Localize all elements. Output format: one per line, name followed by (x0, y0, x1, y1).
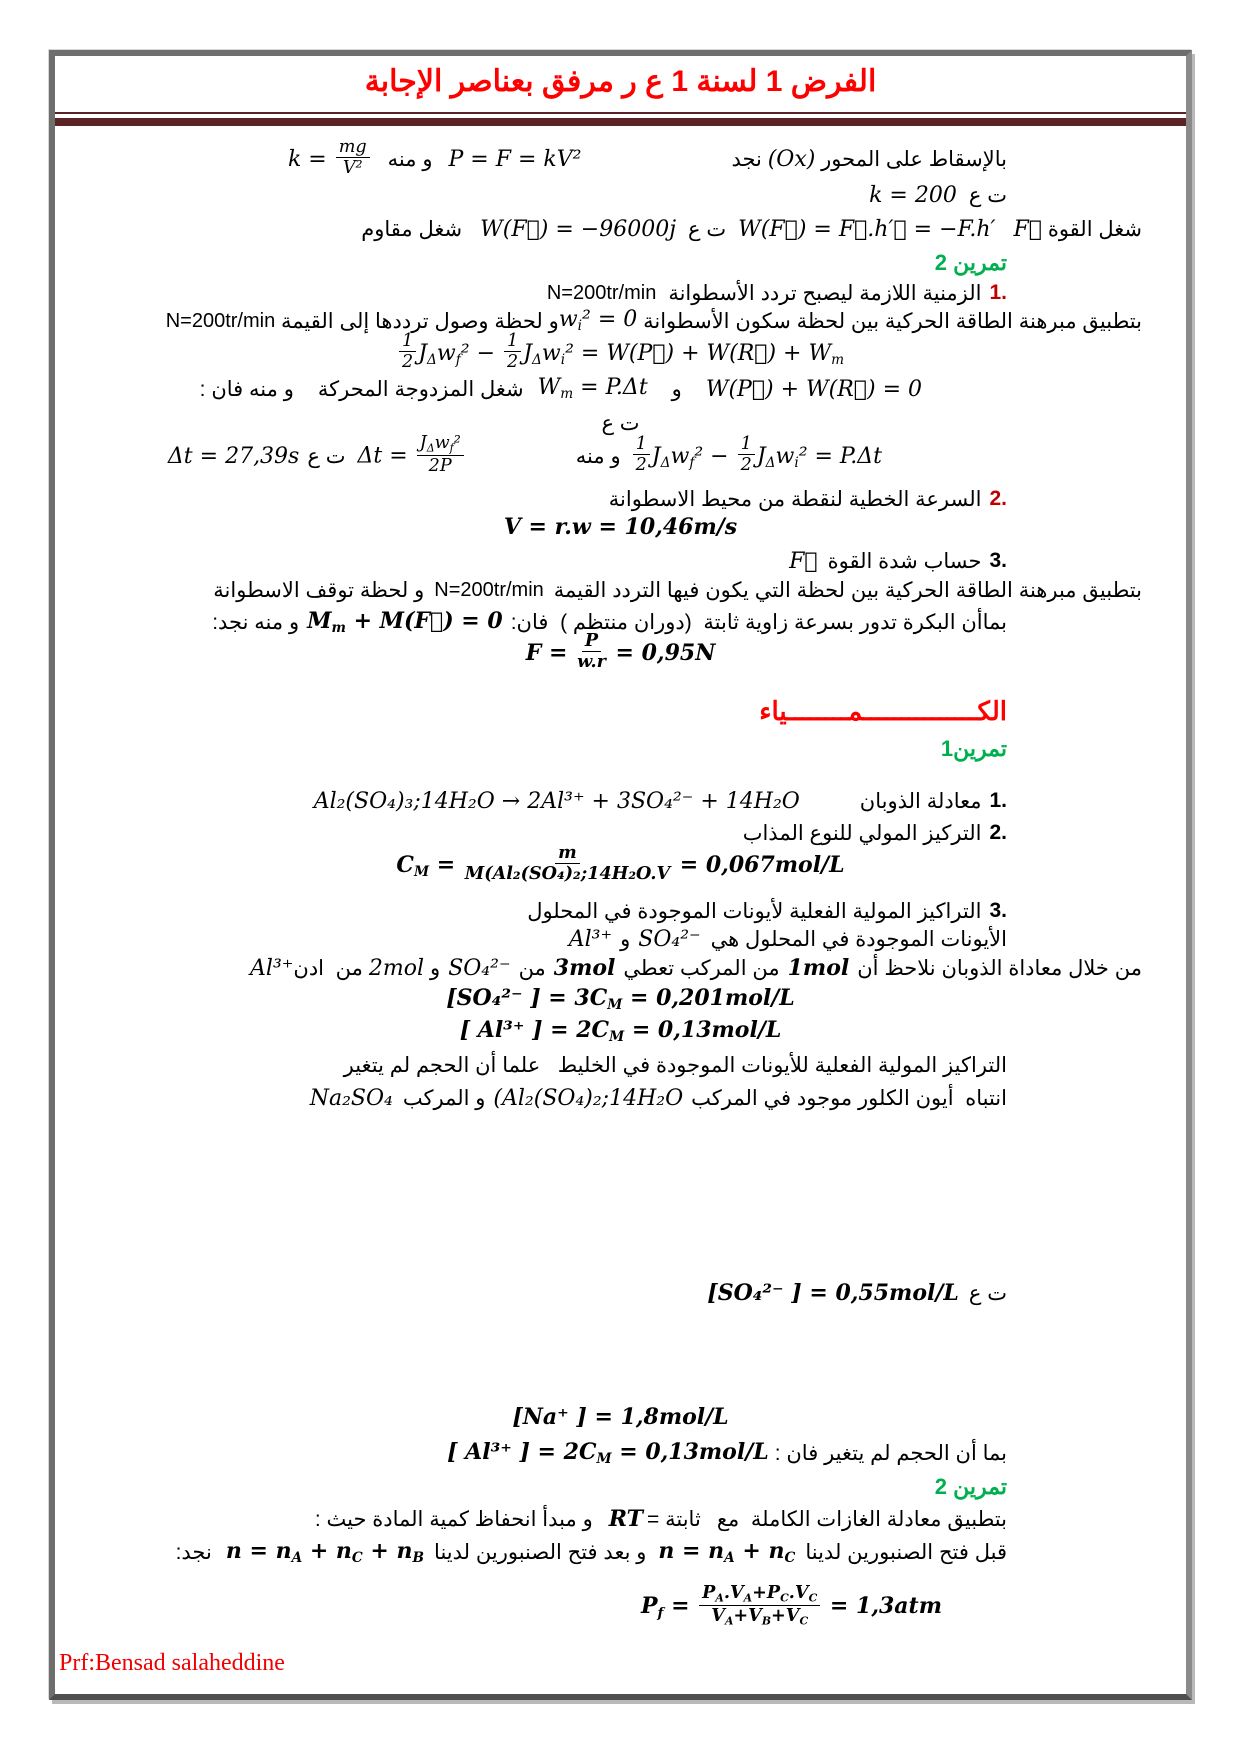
exercise2-chem-label (59, 1472, 1182, 1502)
arabic-text: من المركب تعطي (623, 956, 780, 980)
math-expression: Na₂SO₄ (309, 1085, 393, 1111)
author-footer: Prf:Bensad salaheddine (59, 1650, 285, 1676)
arabic-text: الكـــــــــــــــمــــــــياء (759, 696, 1007, 726)
document-body (55, 56, 1186, 1694)
item2-physics (59, 484, 1182, 514)
line-numeric-app (59, 408, 1182, 438)
math-expression: $n = n_A + n_C + n_B$ (225, 1537, 425, 1567)
math-expression: P = F = kV² (448, 147, 582, 173)
item1-chem (59, 786, 1182, 816)
arabic-text: السرعة الخطية لنقطة من محيط الاسطوانة (608, 487, 982, 511)
math-expression: k = 200 (869, 182, 957, 208)
page-border-frame (49, 50, 1192, 1700)
eq-al-concentration (59, 1016, 1182, 1046)
arabic-text: التركيز المولي للنوع المذاب (742, 821, 982, 845)
arabic-text: نجد: (175, 1540, 212, 1564)
arabic-text: شغل القوة (1041, 217, 1142, 241)
math-expression: RT (608, 1506, 644, 1532)
math-expression: $W_m = P.\Delta t$ (537, 375, 648, 403)
math-expression: $w_i^2 = 0$ (558, 307, 638, 335)
list-number: 3. (989, 899, 1007, 922)
arabic-text: و مبدأ انحفاظ كمية المادة حيث : (314, 1507, 593, 1531)
arabic-text: ت ع (968, 1281, 1007, 1305)
arabic-text: و لحظة وصول ترددها إلى القيمة (275, 309, 559, 333)
eq-force-value (59, 630, 1182, 674)
arabic-text: الأيونات الموجودة في المحلول هي (710, 927, 1007, 951)
exercise1-chem-label (59, 734, 1182, 764)
math-expression: [SO₄²⁻ ] = $3C_M = 0,201mol/L$ (446, 984, 795, 1014)
line-projection (59, 137, 1182, 180)
line-delta-t (59, 433, 1182, 477)
list-number: 1. (989, 281, 1007, 304)
list-number: 1. (989, 789, 1007, 812)
math-expression: $\frac{1}{2}$ $J_\Delta w_f^2$ − $\frac{1}{2}$ $J_\Delta w_i^2$ = W(P⃗) + W(R⃗) + $W_m$ (397, 334, 844, 374)
math-expression: Al³⁺ (568, 926, 613, 952)
math-expression: Al³⁺ (250, 955, 294, 981)
math-expression: W(F⃗) = F⃗.h′⃗ = −F.h′ (738, 216, 996, 242)
line-mixture-concentrations (59, 1050, 1182, 1080)
list-number: 2. (989, 821, 1007, 844)
math-expression: 3mol (553, 955, 616, 981)
math-expression: 2mol (368, 955, 425, 981)
math-expression: F⃗ (1013, 216, 1042, 242)
arabic-text: من ادن (293, 956, 363, 980)
item3-chem (59, 896, 1182, 926)
arabic-text: بالإسقاط على المحور (815, 148, 1007, 172)
eq-so4-concentration (59, 984, 1182, 1014)
item3-physics (59, 546, 1182, 576)
arabic-text: بتطبيق معادلة الغازات الكاملة مع (716, 1507, 1007, 1531)
arabic-text: و (671, 377, 682, 401)
arabic-text: ت ع (968, 183, 1007, 207)
math-expression: Δt = 27,39s (167, 444, 300, 470)
line-taps (59, 1537, 1182, 1567)
eq-final-pressure (59, 1582, 1182, 1628)
math-expression: Δt = $\frac{J_\Delta w_f^2}{2P}$ (357, 436, 465, 477)
arabic-text: تمرين1 (940, 736, 1007, 761)
line-ions-present (59, 924, 1182, 954)
arabic-text: نجد (731, 148, 768, 172)
math-expression: N=200tr/min (165, 309, 276, 332)
title-separator-rule (55, 112, 1186, 126)
arabic-text: و (430, 956, 441, 980)
line-theorem2 (59, 575, 1182, 605)
eq-molar-concentration (59, 842, 1182, 886)
math-expression: $n = n_A + n_C$ (658, 1537, 796, 1567)
math-expression: 1mol (787, 955, 850, 981)
list-number: 2. (989, 487, 1007, 510)
arabic-text: و المركب (402, 1086, 486, 1110)
arabic-text: قبل فتح الصنبورين لدينا (805, 1540, 1007, 1564)
math-expression: [SO₄²⁻ ] = 0,55mol/L (707, 1280, 959, 1306)
eq-linear-speed (59, 512, 1182, 542)
arabic-text: ت ع (307, 445, 346, 469)
arabic-text: الزمنية اللازمة ليصبح تردد الأسطوانة (668, 281, 982, 305)
math-expression: SO₄²⁻ (448, 955, 511, 981)
arabic-text: انتباه أيون الكلور موجود في المركب (691, 1086, 1007, 1110)
arabic-text: تمرين 2 (934, 1474, 1007, 1499)
chemistry-header (59, 696, 1182, 727)
separator-thick-line (55, 118, 1186, 126)
line-couple-work (59, 374, 1182, 404)
list-number: 3. (989, 549, 1007, 572)
arabic-text: و (620, 927, 631, 951)
math-expression: N=200tr/min (546, 281, 657, 304)
arabic-text: و منه نجد: (212, 610, 300, 634)
arabic-text: تمرين 2 (934, 250, 1007, 275)
eq-al-mixture (59, 1438, 1182, 1468)
math-expression: W(F⃗) = −96000j (480, 216, 677, 242)
document-title: الفرض 1 لسنة 1 ع ر مرفق بعناصر الإجابة (364, 65, 877, 98)
item1-physics (59, 278, 1182, 308)
arabic-text: التراكيز المولية الفعلية لأيونات الموجودة في المحلول (527, 899, 982, 923)
arabic-text: و منه فان : (199, 377, 294, 401)
math-expression: F = $\frac{P}{w.r}$ = 0,95N (525, 630, 716, 673)
exercise2-physics-label (59, 248, 1182, 278)
line-k-value (59, 180, 1182, 210)
line-moment (59, 607, 1182, 637)
arabic-text: شغل مقاوم (361, 217, 463, 241)
math-expression: (Al₂(SO₄)₂;14H₂O (493, 1085, 684, 1111)
math-expression: $P_f$ = $\frac{P_A.V_A+P_C.V_C}{V_A+V_B+V_C}$ = 1,3atm (640, 1582, 942, 1627)
arabic-text: بما أن الحجم لم يتغير فان : (774, 1441, 1007, 1465)
eq-na-concentration (59, 1402, 1182, 1432)
math-expression: (Ox) (767, 147, 816, 173)
math-expression: V = r.w = 10,46m/s (503, 514, 738, 540)
math-expression: Al₂(SO₄)₃;14H₂O → 2Al³⁺ + 3SO₄²⁻ + 14H₂O (313, 788, 800, 814)
math-expression: $\frac{1}{2}$ $J_\Delta w_f^2$ − $\frac{1}{2}$ $J_\Delta w_i^2 = P.\Delta t$ (631, 437, 882, 477)
math-expression: F⃗ (789, 548, 818, 574)
arabic-text: و لحظة توقف الاسطوانة (213, 578, 425, 602)
arabic-text: بتطبيق مبرهنة الطاقة الحركية بين لحظة سكون الأسطوانة (637, 309, 1142, 333)
eq-so4-mixture (59, 1278, 1182, 1308)
arabic-text: شغل المزدوجة المحركة (317, 377, 524, 401)
arabic-text: حساب شدة القوة (827, 549, 982, 573)
arabic-text: من خلال معاداة الذوبان نلاحظ أن (857, 956, 1142, 980)
eq-kinetic-theorem (59, 331, 1182, 374)
arabic-text: و بعد فتح الصنبورين لدينا (434, 1540, 647, 1564)
arabic-text: بتطبيق مبرهنة الطاقة الحركية بين لحظة التي يكون فيها التردد القيمة (553, 578, 1142, 602)
line-dissolution-ratio (59, 953, 1182, 983)
line-gas-law (59, 1504, 1182, 1534)
math-expression: N=200tr/min (434, 578, 544, 601)
arabic-text: من (518, 956, 546, 980)
math-expression: SO₄²⁻ (638, 926, 701, 952)
math-expression: [ Al³⁺ ] = $2C_M = 0,13mol/L$ (447, 1438, 769, 1468)
arabic-text: التراكيز المولية الفعلية للأيونات الموجودة في الخليط علما أن الحجم لم يتغير (343, 1053, 1007, 1077)
arabic-text: معادلة الذوبان (859, 789, 982, 813)
arabic-text: ت ع (688, 217, 727, 241)
math-expression: W(P⃗) + W(R⃗) = 0 (705, 376, 922, 402)
math-expression: [Na⁺ ] = 1,8mol/L (512, 1404, 729, 1430)
line-work-force (59, 214, 1182, 244)
math-expression: $M_m$ + M(F⃗) = 0 (307, 607, 503, 637)
arabic-text: ثابتة = (647, 1507, 701, 1531)
line-theorem1 (59, 306, 1182, 336)
math-expression: [ Al³⁺ ] = $2C_M = 0,13mol/L$ (459, 1016, 782, 1046)
arabic-text: و منه (387, 148, 433, 172)
math-expression: $C_M$ = $\frac{m}{\text{M(Al₂(SO₄)₂;14H₂O.V}}$ = 0,067mol/L (396, 842, 845, 885)
arabic-text: ت ع (601, 411, 640, 435)
arabic-text: بماأن البكرة تدور بسرعة زاوية ثابتة (دوران منتظم ) فان: (510, 610, 1007, 634)
line-attention (59, 1083, 1182, 1113)
math-expression: k = $\frac{mg}{\text{V²}}$ (288, 140, 372, 180)
arabic-text: و منه (575, 445, 621, 469)
